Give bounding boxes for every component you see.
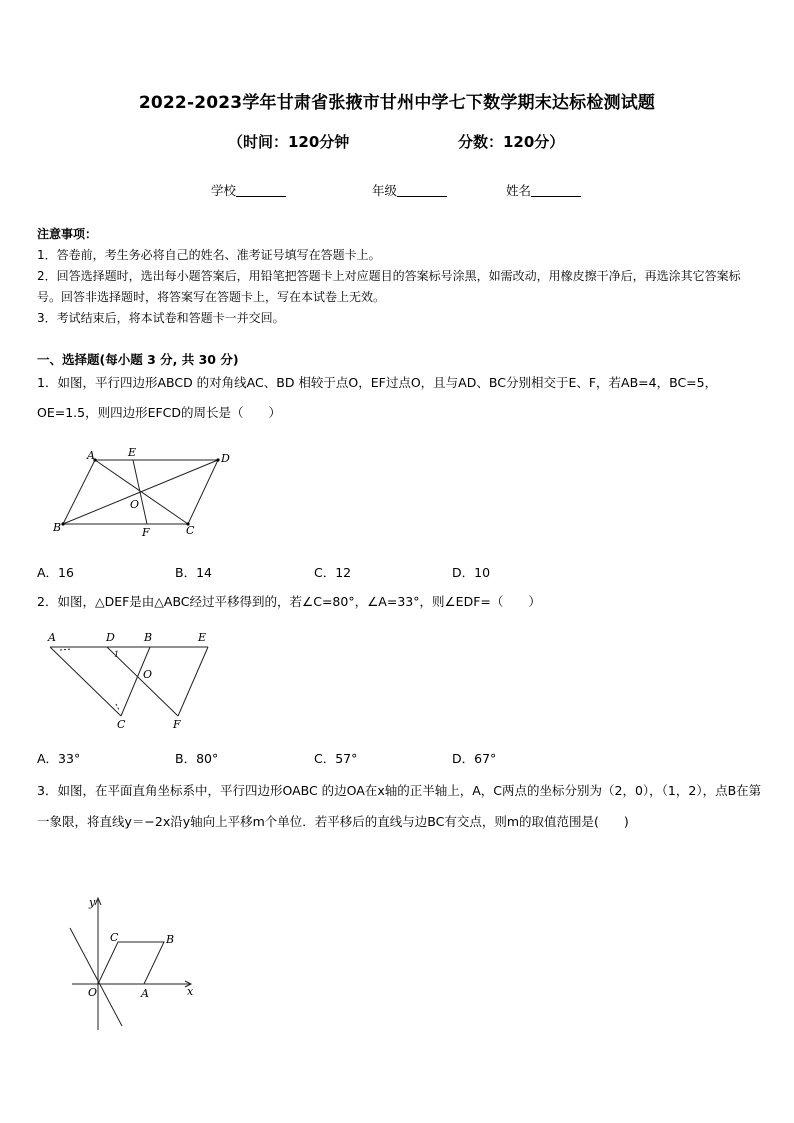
label-x: x [187,985,194,998]
option-c[interactable]: C．12 [314,565,352,580]
label-b: B [53,521,62,534]
question-3-text: 3．如图，在平面直角坐标系中，平行四边形OABC 的边OA在x轴的正半轴上，A，C两点的坐标分别为（2，0），（1，2），点B在第一象限，将直线y＝−2x沿y轴向上平移m个单位．若平移后的直线与边BC有交点，则m的取值范围是( ) [37,783,762,829]
point-b [61,522,64,525]
angle-mark-a [60,649,72,650]
option-d[interactable]: D．67° [452,751,497,766]
school-label: 学校 [211,183,237,198]
translation-diagram [40,626,230,736]
option-c[interactable]: C．57° [314,751,358,766]
score-label: 分数：120分） [458,133,565,151]
name-label: 姓名 [506,183,532,198]
label-o: O [130,498,140,511]
angle-mark-c [116,704,119,710]
note-item: 3．考试结束后，将本试卷和答题卡一并交回。 [37,311,285,325]
exam-title: 2022-2023学年甘肃省张掖市甘州中学七下数学期末达标检测试题 [138,93,656,113]
label-angle-1: 1 [114,650,120,659]
label-f: F [142,526,150,539]
label-e: E [128,446,137,459]
label-f: F [173,718,181,731]
label-e: E [198,631,207,644]
option-a[interactable]: A．33° [37,751,81,766]
question-1-text: 1．如图，平行四边形ABCD 的对角线AC、BD 相较于点O，EF过点O，且与AD、BC分别相交于E、F，若AB=4，BC=5，OE=1.5，则四边形EFCD的周长是（ ） [37,375,718,420]
label-o: O [88,986,98,999]
grade-label: 年级 [372,183,398,198]
label-a: A [141,987,149,1000]
label-c: C [186,524,195,537]
label-a: A [48,631,56,644]
point-d [216,458,219,461]
school-field [211,181,286,199]
time-label: （时间：120分钟 [228,133,350,151]
parallelogram-oabc [98,942,164,984]
parallelogram-diagram [50,445,250,545]
name-field [506,181,581,199]
option-b[interactable]: B．80° [175,751,219,766]
option-d[interactable]: D．10 [452,565,491,580]
note-item: 1．答卷前，考生务必将自己的姓名、准考证号填写在答题卡上。 [37,248,381,262]
side-bc [121,647,153,716]
question-3-figure [60,890,205,1039]
label-o: O [143,668,153,681]
notes-block [37,224,762,329]
name-blank[interactable] [531,184,581,197]
label-d: D [106,631,115,644]
label-b: B [166,933,175,946]
school-blank[interactable] [236,184,286,197]
question-2-text: 2．如图，△DEF是由△ABC经过平移得到的，若∠C=80°，∠A=33°，则∠EDF=（ ） [37,594,541,609]
option-a[interactable]: A．16 [37,565,74,580]
label-a: A [87,449,95,462]
section-heading: 一、选择题(每小题 3 分, 共 30 分) [37,352,239,367]
note-item: 2．回答选择题时，选出每小题答案后，用铅笔把答题卡上对应题目的答案标号涂黑，如需改动，用橡皮擦干净后，再选涂其它答案标号。回答非选择题时，将答案写在答题卡上，写在本试卷上无效。 [37,269,741,304]
label-y: y [89,896,96,909]
grade-blank[interactable] [397,184,447,197]
side-ef [178,647,208,716]
segment-ef [133,460,147,524]
label-b: B [144,631,153,644]
side-ac [50,647,121,716]
label-d: D [221,452,230,465]
label-c: C [110,931,119,944]
notes-heading: 注意事项： [37,227,98,241]
question-2-figure [40,626,230,740]
question-1-figure [50,445,250,549]
option-b[interactable]: B．14 [175,565,212,580]
grade-field [372,181,447,199]
label-c: C [117,718,126,731]
coordinate-diagram [60,890,205,1035]
